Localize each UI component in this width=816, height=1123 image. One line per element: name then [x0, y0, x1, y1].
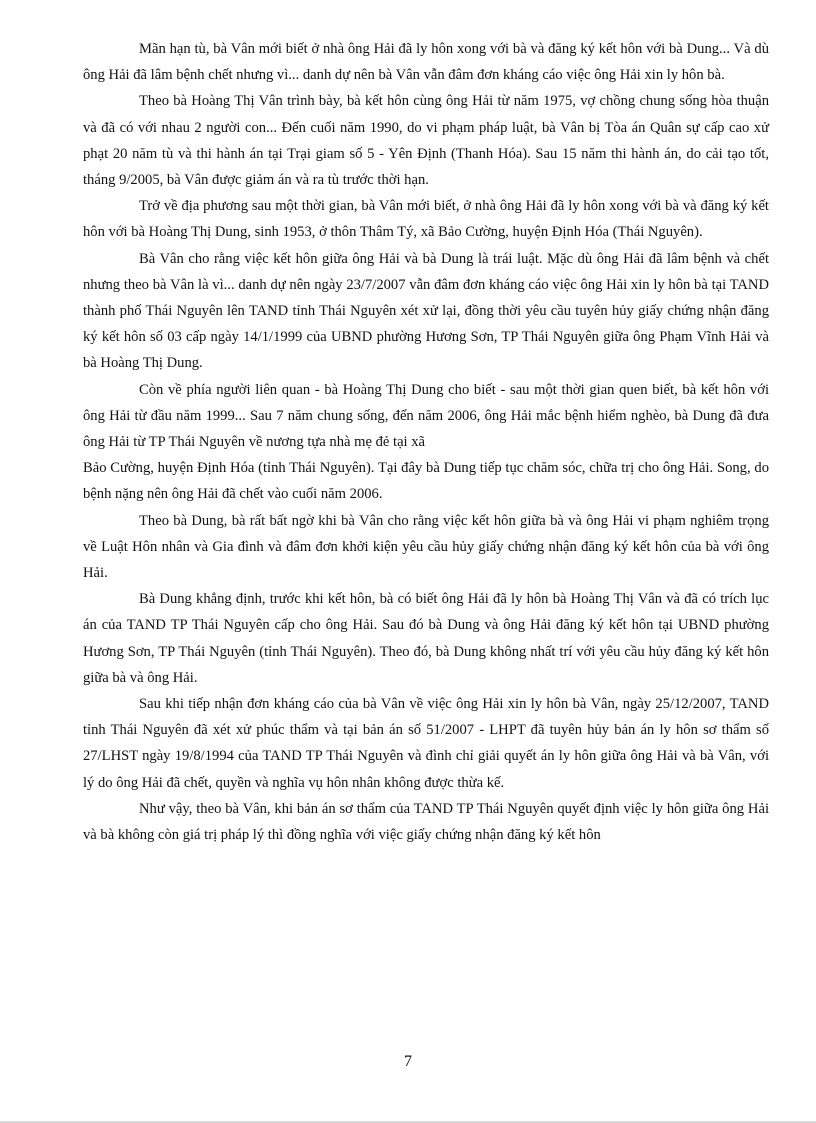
paragraph-2: Theo bà Hoàng Thị Vân trình bày, bà kết hôn cùng ông Hải từ năm 1975, vợ chồng chung sống hòa thuận và đã có với nhau 2 người con... Đến cuối năm 1990, do vi phạm pháp luật, bà Vân bị Tòa án Quân sự cấp cao xử phạt 20 năm tù và thi hành án tại Trại giam số 5 - Yên Định (Thanh Hóa). Sau 15 năm thi hành án, do cải tạo tốt, tháng 9/2005, bà Vân được giảm án và ra tù trước thời hạn.	[83, 93, 769, 189]
paragraph-3: Trở về địa phương sau một thời gian, bà Vân mới biết, ở nhà ông Hải đã ly hôn xong với bà và đăng ký kết hôn với bà Hoàng Thị Dung, sinh 1953, ở thôn Thâm Tý, xã Bảo Cường, huyện Định Hóa (Thái Nguyên).	[83, 198, 769, 241]
paragraph-7: Bà Dung khẳng định, trước khi kết hôn, bà có biết ông Hải đã ly hôn bà Hoàng Thị Vân và đã có trích lục án của TAND TP Thái Nguyên cấp cho ông Hải. Sau đó bà Dung và ông Hải đăng ký kết hôn tại UBND phường Hương Sơn, TP Thái Nguyên (tỉnh Thái Nguyên). Theo đó, bà Dung không nhất trí với yêu cầu hủy đăng ký kết hôn giữa bà và ông Hải.	[83, 591, 769, 686]
paragraph-4: Bà Vân cho rằng việc kết hôn giữa ông Hải và bà Dung là trái luật. Mặc dù ông Hải đã lâm bệnh và chết nhưng theo bà Vân là vì... danh dự nên ngày 23/7/2007 vẫn đâm đơn kháng cáo việc ông Hải xin ly hôn bà tại TAND thành phố Thái Nguyên lên TAND tỉnh Thái Nguyên xét xử lại, đồng thời yêu cầu tuyên hủy giấy chứng nhận đăng ký kết hôn số 03 cấp ngày 14/1/1999 của UBND phường Hương Sơn, TP Thái Nguyên giữa ông Phạm Vĩnh Hải và bà Hoàng Thị Dung.	[83, 250, 769, 372]
page-number: 7	[404, 1053, 412, 1070]
paragraph-5: Còn về phía người liên quan - bà Hoàng Thị Dung cho biết - sau một thời gian quen biết, bà kết hôn với ông Hải từ đầu năm 1999... Sau 7 năm chung sống, đến năm 2006, ông Hải mắc bệnh hiểm nghèo, bà Dung đã đưa ông Hải từ TP Thái Nguyên về nương tựa nhà mẹ đẻ tại xã	[83, 381, 769, 451]
paragraph-8: Sau khi tiếp nhận đơn kháng cáo của bà Vân về việc ông Hải xin ly hôn bà Vân, ngày 25/12/2007, TAND tỉnh Thái Nguyên đã xét xử phúc thẩm và tại bản án số 51/2007 - LHPT đã tuyên hủy bản án ly hôn sơ thẩm số 27/LHST ngày 19/8/1994 của TAND TP Thái Nguyên và đình chỉ giải quyết án ly hôn giữa ông Hải và bà Vân, với lý do ông Hải đã chết, quyền và nghĩa vụ hôn nhân không được thừa kế.	[83, 696, 769, 791]
paragraph-1: Mãn hạn tù, bà Vân mới biết ở nhà ông Hải đã ly hôn xong với bà và đăng ký kết hôn với bà Dung... Và dù ông Hải đã lâm bệnh chết nhưng vì... danh dự nên bà Vân vẫn đâm đơn kháng cáo việc ông Hải xin ly hôn bà.	[83, 41, 769, 84]
paragraph-9: Như vậy, theo bà Vân, khi bản án sơ thẩm của TAND TP Thái Nguyên quyết định việc ly hôn giữa ông Hải và bà không còn giá trị pháp lý thì đồng nghĩa với việc giấy chứng nhận đăng ký kết hôn	[83, 800, 769, 844]
paragraph-6: Theo bà Dung, bà rất bất ngờ khi bà Vân cho rằng việc kết hôn giữa bà và ông Hải vi phạm nghiêm trọng về Luật Hôn nhân và Gia đình và đâm đơn khởi kiện yêu cầu hủy giấy chứng nhận đăng ký kết hôn của bà với ông Hải.	[83, 512, 769, 582]
paragraph-5-continued: Bảo Cường, huyện Định Hóa (tỉnh Thái Nguyên). Tại đây bà Dung tiếp tục chăm sóc, chữa trị cho ông Hải. Song, do bệnh nặng nên ông Hải đã chết vào cuối năm 2006.	[83, 460, 769, 503]
